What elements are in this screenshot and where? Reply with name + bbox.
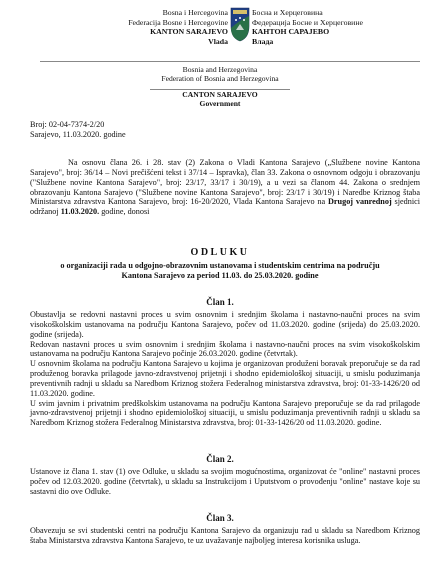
header-divider bbox=[40, 61, 420, 62]
decision-subtitle bbox=[20, 261, 420, 280]
decision-subtitle-line: o organizaciji rada u odgojno-obrazovnim ustanovama i studentskim centrima na području bbox=[60, 261, 380, 270]
document-reference bbox=[30, 120, 126, 139]
header-line: Федерација Босне и Херцеговине bbox=[252, 17, 363, 27]
document-date: Sarajevo, 11.03.2020. godine bbox=[30, 129, 126, 139]
article-1-body bbox=[30, 310, 420, 428]
subheader-english bbox=[0, 66, 440, 84]
header-canton: KANTON SARAJEVO bbox=[150, 27, 228, 36]
article-1-paragraph: U svim javnim i privatnim predškolskim ustanovama na području Kantona Sarajevo preporučuje se da rad prilagode javno-zdravstvenoj prijetnji i shodno epidemiološkoj situaciji, u smislu poduzimanja preventivnih radnji u skladu sa Naredbom Kriznog stožera Federalnog Ministarstva zdravstva, broj: 01-33-1426/20 od 11.03.2020. godine. bbox=[30, 398, 420, 428]
article-3-heading: Član 3. bbox=[206, 513, 234, 523]
decision-title: ODLUKU bbox=[190, 247, 250, 258]
header-government: Vlada bbox=[208, 36, 228, 46]
subheader-line: Bosnia and Herzegovina bbox=[182, 65, 258, 74]
document-number: Broj: 02-04-7374-2/20 bbox=[30, 120, 105, 129]
preamble-session: Drugoj vanrednoj bbox=[328, 197, 392, 207]
article-2-body bbox=[30, 467, 420, 497]
header-line: Federacija Bosne i Hercegovine bbox=[128, 17, 228, 27]
header-line: Bosna i Hercegovina bbox=[162, 8, 228, 17]
article-3-paragraph: Obavezuju se svi studentski centri na području Kantona Sarajevo da organizuju rad u skladu sa Naredbom Kriznog štaba Ministarstva zdravstva Kantona Sarajevo, te uz uvažavanje najboljeg interesa korisnika usluga. bbox=[30, 526, 420, 545]
article-2-paragraph: Ustanove iz člana 1. stav (1) ove Odluke, u skladu sa svojim mogućnostima, organizovat će "online" nastavni proces počev od 12.03.2020. godine (četvrtak), u skladu sa Instrukcijom i Uputstvom o provođenju "online" nastave koje su sastavni dio ove Odluke. bbox=[30, 467, 420, 496]
article-3-body bbox=[30, 526, 420, 546]
preamble-paragraph bbox=[30, 158, 420, 217]
subheader-canton: CANTON SARAJEVO bbox=[182, 90, 258, 99]
preamble-text-tail: sjednici održanoj bbox=[30, 197, 420, 217]
article-1-paragraph: U osnovnim školama na području Kantona Sarajevo u kojima je organizovan produženi boravak preporučuje se da rad produženog boravka prilagode javno-zdravstvenoj prijetnji i shodno epidemiološkoj situaciji, u smislu poduzimanja preventivnih radnji u skladu sa Naredbom Kriznog stožera Federalnog ministarstva zdravstva, broj: 01-33-1426/20 od 11.03.2020. godine. bbox=[30, 359, 420, 398]
preamble-text: Na osnovu člana 26. i 28. stav (2) Zakona o Vladi Kantona Sarajevo („Službene novine Kantona Sarajevo", broj: 36/14 – Novi prečišćeni tekst i 37/14 – Ispravka), član 33. Zakona o osnovnom odgoju i obrazovanju ("Službene novine Kantona Sarajevo", broj: 23/17, 33/17 i 30/19), a u vezi sa članom 44. Zakona o srednjem obrazovanju Kantona Sarajevo ("Službene novine Kantona Sarajevo", broj: 23/17 i 30/19) i Naredbe Kriznog štaba Ministarstva zdravstva Kantona Sarajevo, broj: 16-20/2020, Vlada Kantona Sarajevo na bbox=[30, 158, 420, 207]
header-government: Влада bbox=[252, 36, 274, 46]
header-latin bbox=[60, 8, 228, 46]
preamble-end: godine, donosi bbox=[101, 207, 150, 217]
decision-subtitle-line: Kantona Sarajevo za period 11.03. do 25.03.2020. godine bbox=[121, 270, 319, 280]
subheader-line: Federation of Bosnia and Herzegovina bbox=[161, 73, 279, 83]
preamble-date: 11.03.2020. bbox=[60, 207, 100, 217]
article-2-heading: Član 2. bbox=[206, 454, 234, 464]
subheader-canton-block bbox=[0, 91, 440, 109]
header-line: Босна и Херцеговина bbox=[252, 8, 323, 17]
article-1-heading: Član 1. bbox=[206, 297, 234, 307]
article-1-paragraph: Redovan nastavni proces u svim osnovnim i srednjim školama i nastavno-naučni proces na svim visokoškolskim ustanovama na području Kantona Sarajevo počinje 26.03.2020. godine (četvrtak). bbox=[30, 339, 420, 359]
coat-of-arms-icon bbox=[230, 6, 250, 42]
header-canton: КАНТОН САРАЈЕВО bbox=[252, 27, 330, 36]
subheader-government: Government bbox=[199, 98, 241, 108]
article-1-paragraph: Obustavlja se redovni nastavni proces u svim osnovnim i srednjim školama i nastavno-naučni proces na svim visokoškolskim ustanovama na području Kantona Sarajevo, počev od 11.03.2020. godine (srijeda) do 25.03.2020. godine (srijeda). bbox=[30, 310, 420, 339]
header-cyrillic bbox=[252, 8, 422, 46]
